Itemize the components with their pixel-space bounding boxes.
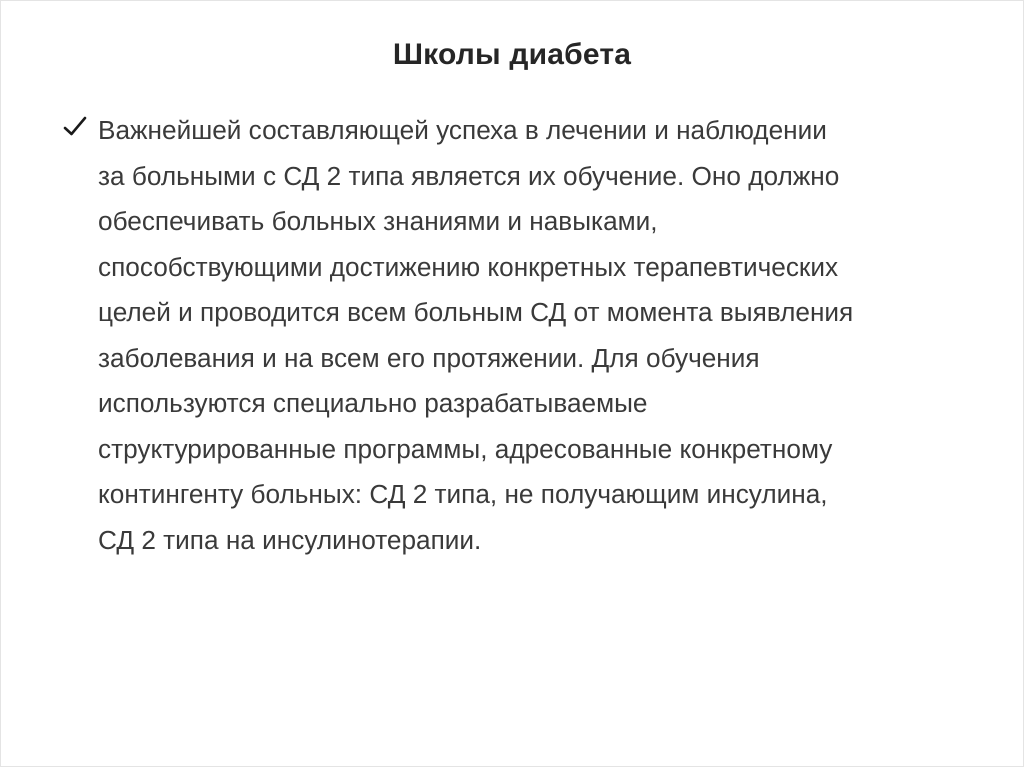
text-line: за больными с СД 2 типа является их обучение. Оно должно: [98, 160, 840, 191]
text-line: целей и проводится всем больным СД от момента выявления: [98, 297, 854, 327]
text-line: способствующими достижению конкретных терапевтических: [98, 251, 839, 282]
text-line: СД 2 типа на инсулинотерапии.: [98, 524, 482, 555]
slide-title: Школы диабета: [392, 38, 632, 71]
text-line: контингенту больных: СД 2 типа, не получающим инсулина,: [98, 479, 828, 509]
text-line: структурированные программы, адресованные конкретному: [98, 433, 833, 464]
text-line: обеспечивать больных знаниями и навыками,: [98, 206, 658, 236]
checkmark-icon: [62, 114, 88, 140]
text-line: используются специально разрабатываемые: [98, 388, 648, 418]
text-line: Важнейшей составляющей успеха в лечении и наблюдении: [98, 115, 827, 145]
text-line: заболевания и на всем его протяжении. Для обучения: [98, 342, 760, 373]
bullet-text: [98, 108, 978, 563]
